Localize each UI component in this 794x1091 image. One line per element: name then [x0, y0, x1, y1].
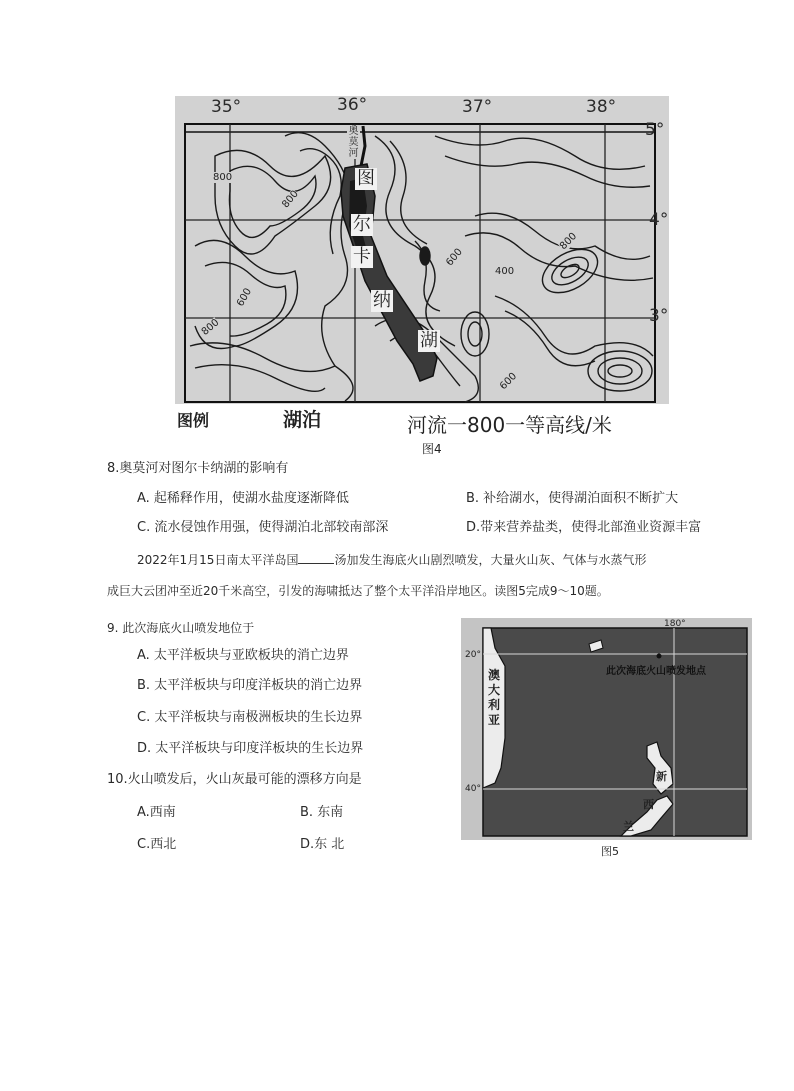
q8-option-c: C. 流水侵蚀作用强，使得湖泊北部较南部深	[137, 520, 389, 535]
legend-title: 图例	[177, 411, 210, 430]
fig5-lat-40: 40°	[465, 784, 481, 794]
lake-char-3: 卡	[353, 246, 371, 267]
q9-stem: 9. 此次海底火山喷发地位于	[107, 621, 255, 635]
q9-option-b: B. 太平洋板块与印度洋板块的消亡边界	[137, 678, 363, 693]
river-label: 奥 莫 河	[348, 126, 359, 159]
lon-label-36: 36°	[337, 95, 368, 115]
eruption-label: 此次海底火山喷发地点	[606, 666, 706, 677]
passage-line-2: 成巨大云团冲至近20千米高空，引发的海啸抵达了整个太平洋沿岸地区。读图5完成9～10题。	[107, 584, 609, 598]
legend-lake: 湖泊	[283, 409, 322, 431]
lat-label-4: 4°	[649, 210, 669, 230]
q8-option-b: B. 补给湖水，使得湖泊面积不断扩大	[466, 491, 679, 506]
lat-label-5: 5°	[645, 120, 665, 140]
lat-label-3: 3°	[649, 306, 669, 326]
q8-option-d: D.带来营养盐类，使得北部渔业资源丰富	[466, 520, 702, 535]
lon-label-35: 35°	[211, 97, 242, 117]
eruption-point	[657, 654, 662, 659]
q8-option-a: A. 起稀释作用，使湖水盐度逐渐降低	[137, 491, 349, 506]
nz-char-1: 新	[656, 770, 667, 783]
contour-label: 800	[199, 317, 222, 338]
contour-label: 800	[280, 188, 301, 211]
q10-option-b: B. 东南	[300, 805, 344, 820]
ocean	[483, 628, 747, 836]
contour-label: 800	[557, 230, 580, 253]
q8-stem: 8.奥莫河对图尔卡纳湖的影响有	[107, 461, 289, 476]
q10-option-c: C.西北	[137, 837, 177, 852]
lon-label-38: 38°	[586, 97, 617, 117]
pacific-map-svg	[461, 618, 752, 840]
figure4-map	[175, 96, 669, 408]
q9-option-a: A. 太平洋板块与亚欧板块的消亡边界	[137, 648, 349, 663]
lake-char-2: 尔	[353, 214, 371, 235]
contour-label: 600	[235, 286, 255, 309]
figure5-caption: 图5	[601, 845, 619, 858]
q10-option-d: D.东 北	[300, 837, 345, 852]
contour-label: 800	[213, 172, 233, 183]
lake-char-4: 纳	[373, 290, 391, 311]
passage-line-1: 2022年1月15日南太平洋岛国 汤加发生海底火山剧烈喷发，大量火山灰、气体与水蒸气形	[137, 553, 647, 567]
q10-stem: 10.火山喷发后，火山灰最可能的漂移方向是	[107, 772, 362, 787]
figure4-legend	[175, 404, 669, 437]
nz-char-2: 西	[643, 798, 654, 811]
legend-rest: 河流一800一等高线/米	[407, 413, 612, 437]
figure5-map	[461, 618, 752, 840]
contour-label: 600	[444, 246, 465, 269]
contour-label: 400	[495, 266, 515, 277]
answer-blank	[298, 551, 334, 564]
lake-char-5: 湖	[420, 330, 438, 351]
lon-label-37: 37°	[462, 97, 493, 117]
q9-option-c: C. 太平洋板块与南极洲板块的生长边界	[137, 710, 363, 725]
fig5-lat-20: 20°	[465, 650, 481, 660]
contour-label: 600	[497, 370, 520, 393]
q10-option-a: A.西南	[137, 805, 176, 820]
australia-label: 澳 大 利 亚	[487, 668, 500, 727]
lake-char-1: 图	[357, 168, 375, 189]
figure4-caption: 图4	[422, 442, 442, 456]
q9-option-d: D. 太平洋板块与印度洋板块的生长边界	[137, 741, 364, 756]
nz-char-3: 兰	[623, 820, 634, 833]
fig5-lon-180: 180°	[664, 619, 686, 629]
contour-map-svg	[175, 96, 669, 408]
